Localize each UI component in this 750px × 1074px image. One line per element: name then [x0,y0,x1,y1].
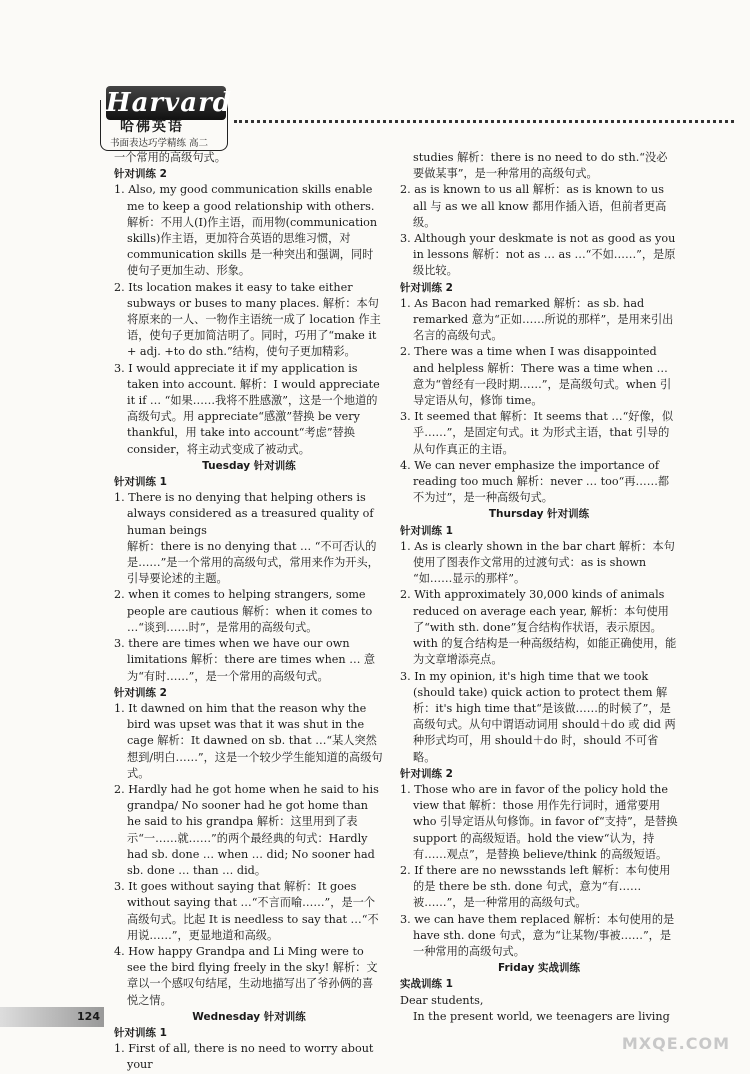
answer-paragraph: 4. How happy Grandpa and Li Ming were to see the bird flying freely in the sky! 解析：文章以一个感叹句结尾，生动地描写出了爷孙俩的喜悦之情。 [114,944,378,1007]
answer-paragraph: 1. Also, my good communication skills enable me to keep a good relationship with others. 解析：不用人(I)作主语，而用物(communication skills)作主语，更加符合英语的思维习惯，对 communication skills 是一种突出和强调，同时使句子更加生动、形象。 [114,183,378,278]
day-heading: Friday 实战训练 [497,962,581,975]
answer-paragraph: 3. I would appreciate it if my application is taken into account. 解析：I would appreciate it if … “如果……我将不胜感激”，这是一个地道的高级句式。用 appreciate“感激”替换 be very thankful，用 take into account“考虑”替换 consider，将主动式变成了被动式。 [114,361,380,456]
header-dotted-rule [234,120,734,123]
answer-paragraph: 2. Hardly had he got home when he said to his grandpa/ No sooner had he got home than he said to his grandpa 解析：这里用到了表示“一……就……”的两个最经典的句式：Hardly had sb. done … when … did; No sooner had sb. done … than … did。 [114,782,379,877]
answer-paragraph: 2. There was a time when I was disappointed and helpless 解析：There was a time when … 意为“曾经有一段时期……”，是高级句式。when 引导定语从句，修饰 time。 [400,345,672,408]
answer-paragraph: 3. there are times when we have our own limitations 解析：there are times when … 意为“有时……”，是一个常用的高级句式。 [114,637,376,683]
section-heading: 针对训练 1 [114,1026,167,1039]
answer-paragraph: 1. It dawned on him that the reason why the bird was upset was that it was shut in the cage 解析：It dawned on sb. that …“某人突然想到/明白……”，这是一个较少学生能知道的高级句式。 [114,701,383,780]
day-heading: Thursday 针对训练 [488,508,590,521]
answer-paragraph: 2. If there are no newsstands left 解析：本句使用的是 there be sth. done 句式，意为“有……被……”，是一种常用的高级句式。 [400,863,671,910]
section-heading: 针对训练 2 [400,767,453,780]
day-heading: Wednesday 针对训练 [192,1010,306,1023]
section-heading: 针对训练 2 [114,168,167,181]
answer-paragraph: 1. Those who are in favor of the policy hold the view that 解析：those 用作先行词时，通常要用 who 引导定语从句修饰。in favor of“支持”，是替换 support 的高级短语。hold the view“认为，持有……观点”，是替换 believe/think 的高级短语。 [400,782,678,861]
day-heading: Tuesday 针对训练 [202,459,296,472]
answer-paragraph: 一个常用的高级句式。 [114,151,226,164]
right-column [400,150,678,1025]
answer-paragraph: 2. Its location makes it easy to take either subways or buses to many places. 解析：本句将原来的一人、一物作主语统一成了 location 作主语，使句子更加简洁明了。同时，巧用了“make it + adj. +to do sth.”结构，使句子更加精彩。 [114,280,381,359]
page-header [100,86,740,156]
watermark: MXQE.COM [621,1034,730,1053]
answer-paragraph: 3. Although your deskmate is not as good as you in lessons 解析：not as … as …“不如……”，是原级比较。 [400,232,676,278]
left-column [114,150,384,1074]
section-heading: 针对训练 2 [400,281,453,294]
answer-paragraph: 3. we can have them replaced 解析：本句使用的是 have sth. done 句式，意为“让某物/事被……”，是一种常用的高级句式。 [400,912,675,958]
answer-paragraph: 3. In my opinion, it's high time that we took (should take) quick action to protect them 解析：it's high time that“是该做……的时候了”，是高级句式。从句中谓语动词用 should＋do 或 did 两种形式均可，用 should＋do 时，should 不可省略。 [400,669,676,764]
page-number: 124 [0,1007,104,1027]
answer-paragraph: 1. There is no denying that helping others is always considered as a treasured quality of human beings [114,491,374,537]
answer-paragraph: 1. As is clearly shown in the bar chart 解析：本句使用了图表作文常用的过渡句式：as is shown “如……显示的那样”。 [400,539,675,586]
answer-paragraph: 2. With approximately 30,000 kinds of animals reduced on average each year, 解析：本句使用了“with sth. done”复合结构作状语，表示原因。with 的复合结构是一种高级结构，如能正确使用，能为文章增添亮点。 [400,588,677,667]
answer-paragraph: 1. First of all, there is no need to worry about your [114,1042,374,1072]
answer-paragraph: 3. It goes without saying that 解析：It goes without saying that …“不言而喻……”，是一个高级句式。比起 It is needless to say that …“不用说……”，更显地道和高级。 [114,880,379,942]
section-heading: 实战训练 1 [400,978,453,991]
answer-paragraph: studies 解析：there is no need to do sth.“没必要做某事”，是一种常用的高级句式。 [413,151,668,181]
answer-paragraph: 3. It seemed that 解析：It seems that …“好像，似乎……”，是固定句式。it 为形式主语，that 引导的从句作真正的主语。 [400,410,674,456]
answer-paragraph: In the present world, we teenagers are living [413,1009,670,1023]
answer-paragraph: 解析：there is no denying that … “不可否认的是……”是一个常用的高级句式，常用来作为开头，引导要论述的主题。 [127,539,379,586]
answer-paragraph: 2. when it comes to helping strangers, some people are cautious 解析：when it comes to …“谈到……时”，是常用的高级句式。 [114,588,373,634]
section-heading: 针对训练 1 [114,476,167,489]
answer-paragraph: 2. as is known to us all 解析：as is known to us all 与 as we all know 都用作插入语，但前者更高级。 [400,183,667,229]
answer-paragraph: Dear students, [400,993,484,1007]
section-heading: 针对训练 1 [400,524,453,537]
section-heading: 针对训练 2 [114,686,167,699]
answer-paragraph: 1. As Bacon had remarked 解析：as sb. had remarked 意为“正如……所说的那样”，是用来引出名言的高级句式。 [400,296,674,343]
harvard-logo: Harvard [106,88,232,118]
brand-title: 哈佛英语 [120,119,184,135]
answer-paragraph: 4. We can never emphasize the importance of reading too much 解析：never … too“再……都不为过”，是一种高级句式。 [400,458,670,505]
book-subtitle: 书面表达巧学精练 高二 [110,138,209,149]
